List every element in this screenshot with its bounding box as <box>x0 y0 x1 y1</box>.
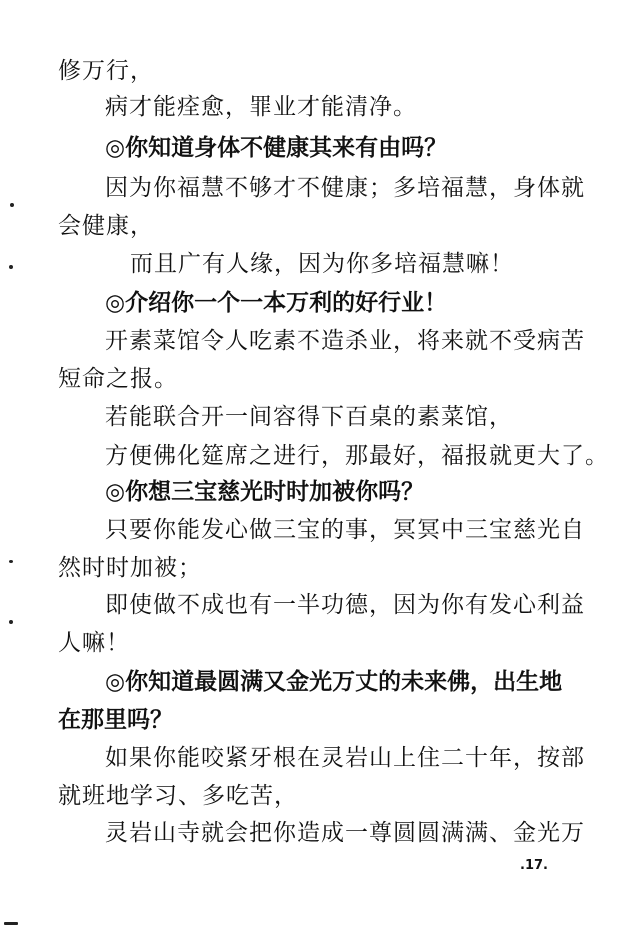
text-line: 方便佛化筵席之进行，那最好，福报就更大了。 <box>105 443 609 469</box>
scan-speck <box>9 560 13 563</box>
text-line: 即使做不成也有一半功德，因为你有发心利益 <box>105 592 585 618</box>
text-line: 就班地学习、多吃苦， <box>58 783 298 809</box>
section-heading: ◎你想三宝慈光时时加被你吗？ <box>105 479 425 505</box>
scan-speck <box>9 620 13 624</box>
text-line: 修万行， <box>58 58 154 84</box>
scan-speck <box>10 203 14 207</box>
scan-speck <box>9 265 13 269</box>
text-line: 然时时加被； <box>58 555 202 581</box>
text-line: 短命之报。 <box>58 366 178 392</box>
text-line: 而且广有人缘，因为你多培福慧嘛！ <box>130 251 514 277</box>
page-number: .17. <box>520 858 548 873</box>
text-line: 病才能痊愈，罪业才能清净。 <box>105 94 417 120</box>
scan-speck <box>4 922 18 925</box>
section-heading: ◎你知道身体不健康其来有由吗？ <box>105 135 448 161</box>
section-heading: ◎介绍你一个一本万利的好行业！ <box>105 290 448 316</box>
text-line: 开素菜馆令人吃素不造杀业，将来就不受病苦 <box>105 328 585 354</box>
text-line: 因为你福慧不够才不健康；多培福慧，身体就 <box>105 175 585 201</box>
section-heading-continued: 在那里吗？ <box>58 707 173 733</box>
text-line: 灵岩山寺就会把你造成一尊圆圆满满、金光万 <box>105 820 585 846</box>
text-line: 会健康， <box>58 213 154 239</box>
text-line: 人嘛！ <box>58 630 130 656</box>
text-line: 如果你能咬紧牙根在灵岩山上住二十年，按部 <box>105 745 585 771</box>
section-heading: ◎你知道最圆满又金光万丈的未来佛，出生地 <box>105 669 563 695</box>
text-line: 若能联合开一间容得下百桌的素菜馆， <box>105 404 513 430</box>
text-line: 只要你能发心做三宝的事，冥冥中三宝慈光自 <box>105 517 585 543</box>
